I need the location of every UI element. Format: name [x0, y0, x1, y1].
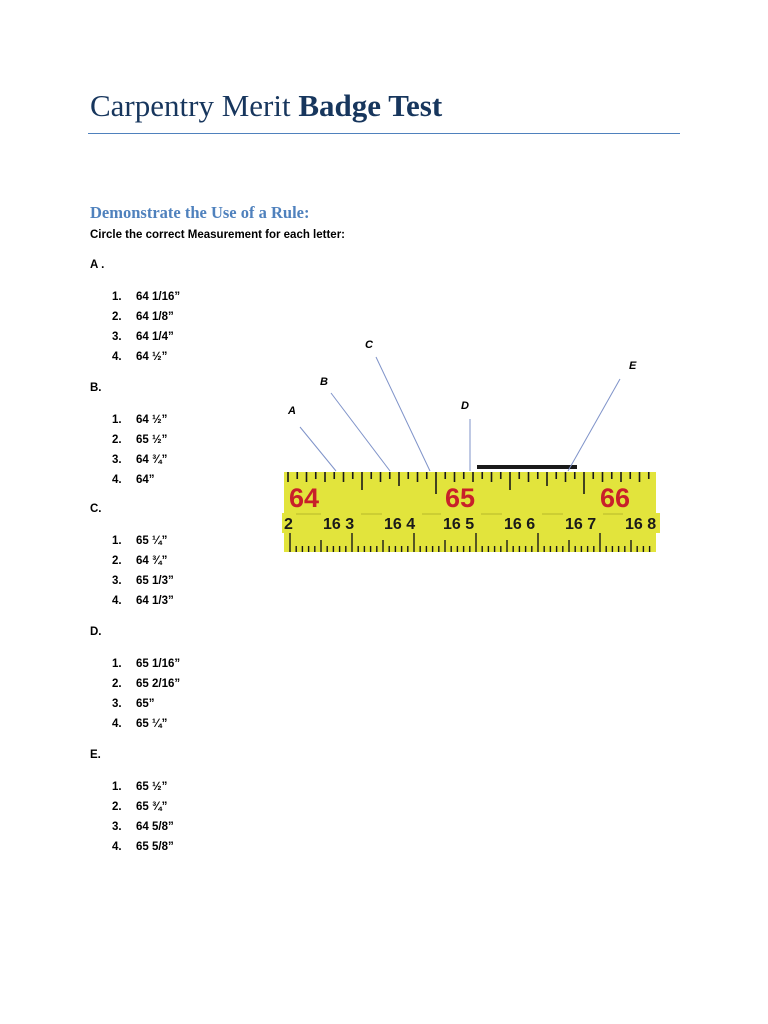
option-text: 64 1/4”	[136, 331, 174, 343]
foot-label: 16 8	[625, 516, 657, 533]
option-number: 1.	[112, 781, 122, 793]
inch-number-66: 66	[600, 483, 631, 513]
option-a-1[interactable]	[112, 287, 180, 307]
title-bold: Badge Test	[298, 88, 443, 123]
question-label-b: B.	[90, 382, 102, 394]
options-list-a	[112, 287, 180, 367]
option-b-2[interactable]	[112, 430, 167, 450]
option-d-4[interactable]	[112, 714, 180, 734]
foot-label: 16 3	[323, 516, 355, 533]
option-text: 64 1/3”	[136, 595, 174, 607]
option-text: 64”	[136, 474, 155, 486]
option-text: 65 1/3”	[136, 575, 174, 587]
option-number: 1.	[112, 658, 122, 670]
option-number: 2.	[112, 555, 122, 567]
option-text: 64 ½”	[136, 351, 168, 363]
title-underline	[88, 133, 680, 134]
option-text: 65 2/16”	[136, 678, 181, 690]
option-text: 64 ¾”	[136, 555, 168, 567]
option-b-3[interactable]	[112, 450, 167, 470]
option-text: 64 1/8”	[136, 311, 174, 323]
option-number: 1.	[112, 291, 122, 303]
instruction-text: Circle the correct Measurement for each letter:	[90, 229, 346, 241]
option-a-3[interactable]	[112, 327, 180, 347]
option-text: 64 ½”	[136, 414, 168, 426]
option-number: 4.	[112, 351, 122, 363]
section-heading: Demonstrate the Use of a Rule:	[90, 203, 310, 222]
option-e-1[interactable]	[112, 777, 174, 797]
option-a-2[interactable]	[112, 307, 180, 327]
options-list-e	[112, 777, 174, 857]
option-number: 3.	[112, 575, 122, 587]
option-d-2[interactable]	[112, 674, 180, 694]
option-text: 64 1/16”	[136, 291, 181, 303]
options-list-c	[112, 531, 174, 611]
option-e-2[interactable]	[112, 797, 174, 817]
option-c-4[interactable]	[112, 591, 174, 611]
pointer-line-a	[300, 427, 336, 471]
option-a-4[interactable]	[112, 347, 180, 367]
option-number: 3.	[112, 821, 122, 833]
pointer-label-a: A	[288, 405, 296, 417]
option-d-3[interactable]	[112, 694, 180, 714]
option-b-4[interactable]	[112, 470, 167, 490]
pointer-label-e: E	[629, 360, 637, 372]
inch-number-65: 65	[445, 483, 476, 513]
foot-label: 16 7	[565, 516, 597, 533]
option-number: 3.	[112, 331, 122, 343]
foot-label: 16 6	[504, 516, 536, 533]
option-number: 4.	[112, 595, 122, 607]
marker-bar	[477, 465, 577, 469]
foot-label: 16 5	[443, 516, 475, 533]
option-number: 1.	[112, 414, 122, 426]
option-number: 2.	[112, 801, 122, 813]
option-number: 2.	[112, 311, 122, 323]
foot-label: 16 4	[384, 516, 416, 533]
question-label-a: A .	[90, 259, 105, 271]
pointer-label-d: D	[461, 400, 469, 412]
option-text: 65”	[136, 698, 155, 710]
option-number: 4.	[112, 718, 122, 730]
option-text: 65 ¼”	[136, 535, 168, 547]
question-label-d: D.	[90, 626, 102, 638]
foot-label: 2	[284, 516, 293, 533]
pointer-label-b: B	[320, 376, 328, 388]
pointer-label-c: C	[365, 339, 373, 351]
option-text: 65 ½”	[136, 781, 168, 793]
options-list-d	[112, 654, 180, 734]
option-number: 4.	[112, 841, 122, 853]
option-d-1[interactable]	[112, 654, 180, 674]
option-number: 2.	[112, 434, 122, 446]
option-text: 64 ¾”	[136, 454, 168, 466]
option-c-3[interactable]	[112, 571, 174, 591]
pointer-line-c	[376, 357, 430, 471]
pointer-line-e	[568, 379, 620, 471]
option-text: 65 ¾”	[136, 801, 168, 813]
option-c-1[interactable]	[112, 531, 174, 551]
tape-measure-figure	[280, 335, 660, 560]
option-number: 3.	[112, 454, 122, 466]
option-text: 65 1/16”	[136, 658, 181, 670]
option-number: 3.	[112, 698, 122, 710]
inch-number-64: 64	[289, 483, 320, 513]
option-text: 65 5/8”	[136, 841, 174, 853]
question-label-c: C.	[90, 503, 102, 515]
title-regular: Carpentry Merit	[90, 88, 291, 123]
option-e-3[interactable]	[112, 817, 174, 837]
option-text: 65 ½”	[136, 434, 168, 446]
option-number: 4.	[112, 474, 122, 486]
option-c-2[interactable]	[112, 551, 174, 571]
option-number: 1.	[112, 535, 122, 547]
option-number: 2.	[112, 678, 122, 690]
question-label-e: E.	[90, 749, 101, 761]
page-title	[90, 88, 442, 124]
options-list-b	[112, 410, 167, 490]
option-text: 64 5/8”	[136, 821, 174, 833]
option-e-4[interactable]	[112, 837, 174, 857]
pointer-line-b	[331, 393, 390, 471]
option-text: 65 ¼”	[136, 718, 168, 730]
option-b-1[interactable]	[112, 410, 167, 430]
